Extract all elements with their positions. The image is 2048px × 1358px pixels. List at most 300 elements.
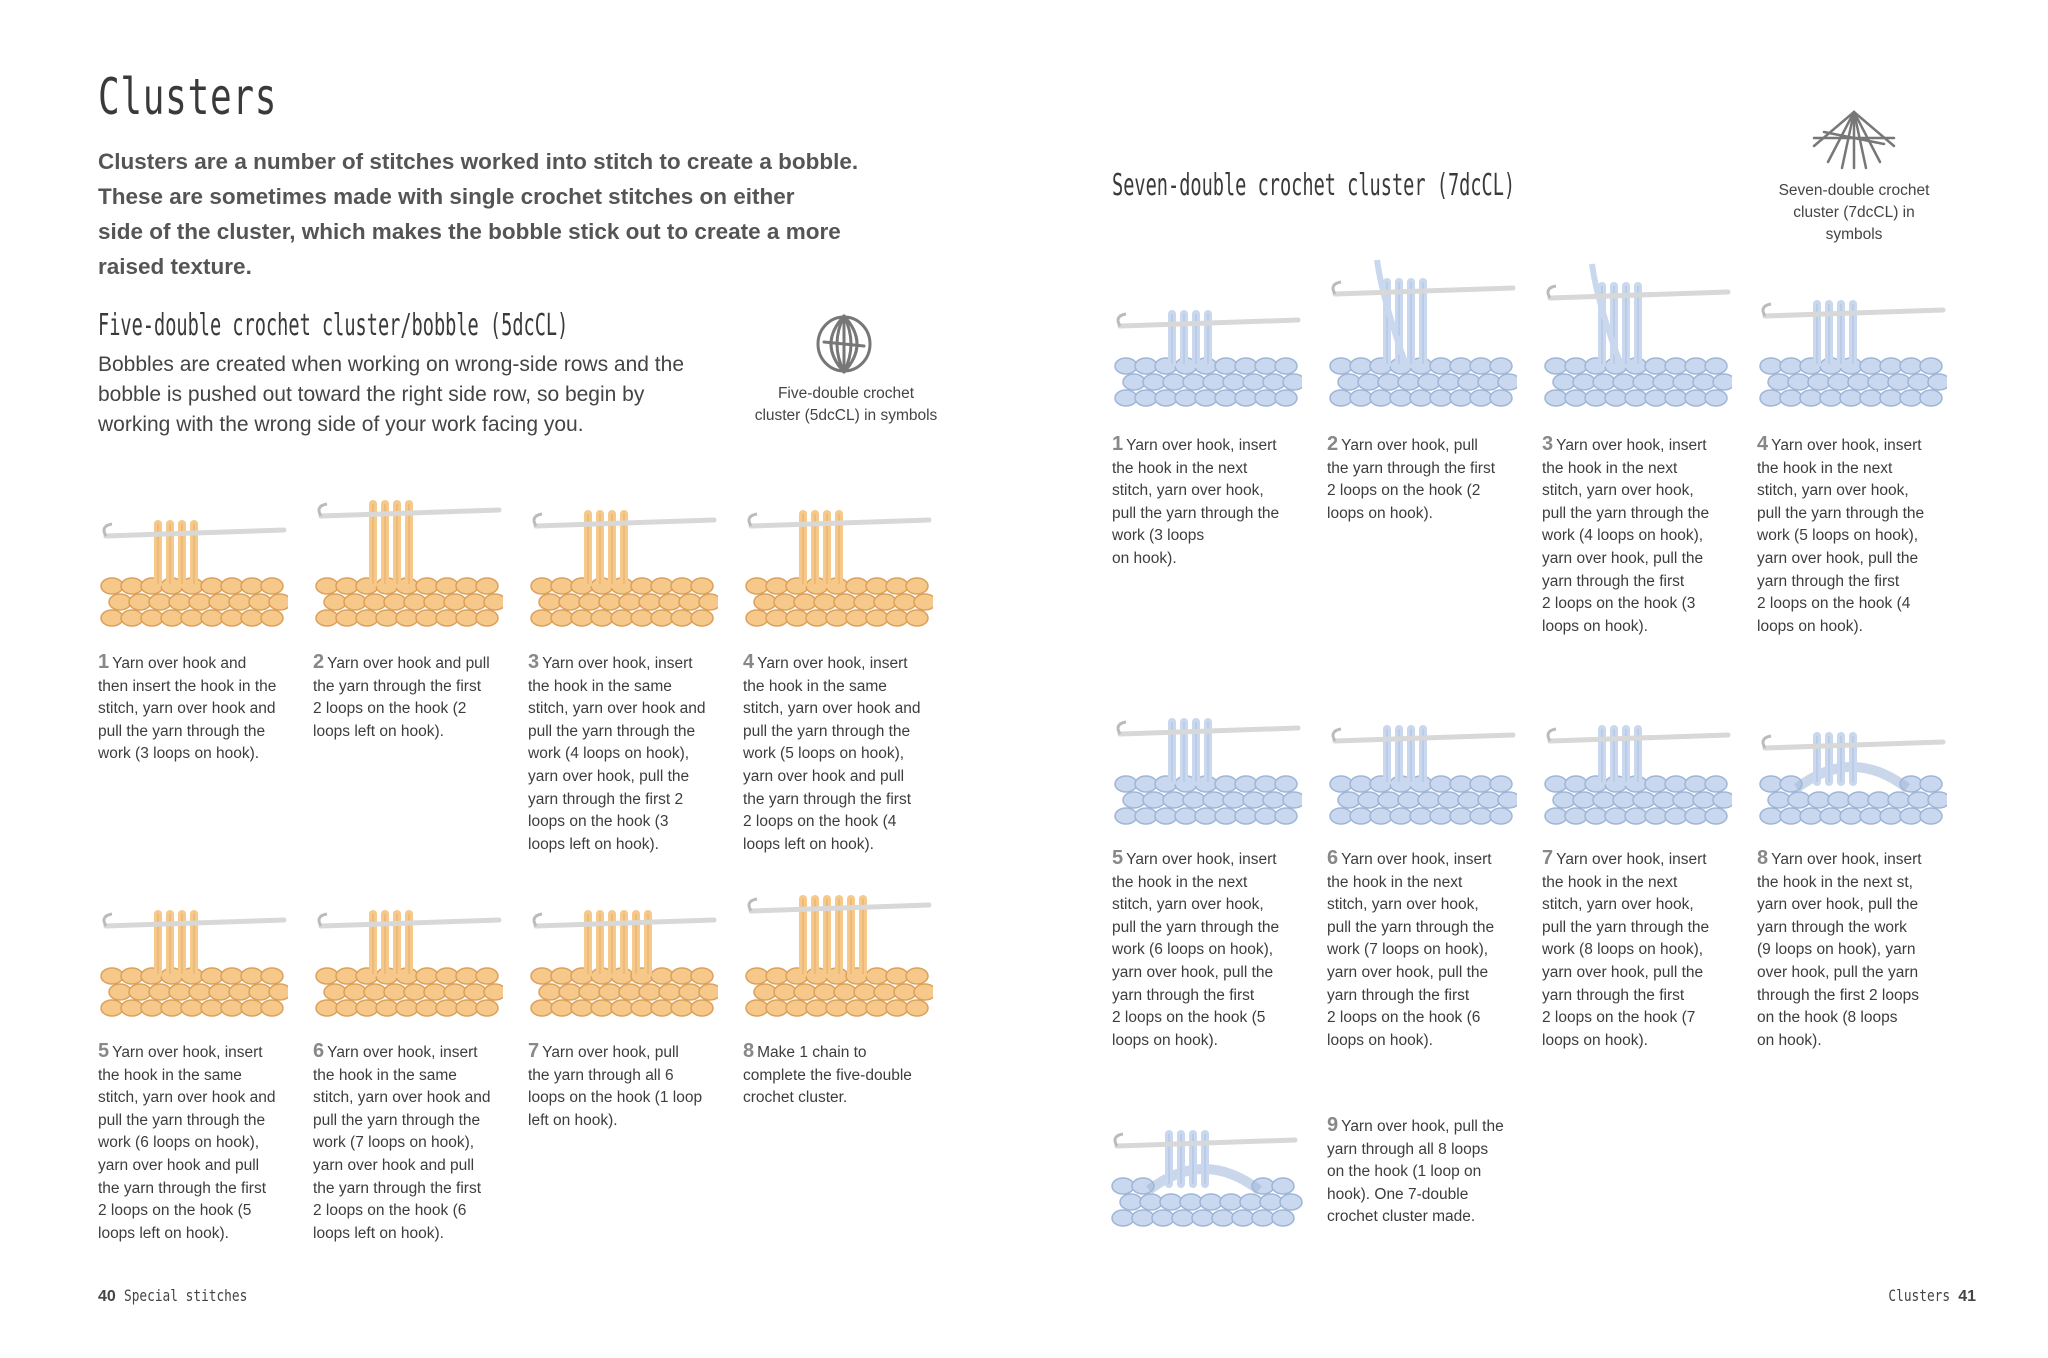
step-line: yarn over hook and pull [313, 1156, 475, 1174]
step-number: 5 [98, 1040, 110, 1062]
yarn-loop [691, 578, 713, 594]
yarn-loop [1470, 776, 1492, 792]
yarn-loop [671, 1000, 693, 1016]
yarn-loop [221, 1000, 243, 1016]
caption-line: cluster (7dcCL) in [1793, 204, 1915, 221]
yarn-loop [424, 594, 446, 610]
step-number: 7 [528, 1040, 540, 1062]
yarn-loop [189, 594, 211, 610]
yarn-loop [1215, 808, 1237, 824]
yarn-loop [1255, 776, 1277, 792]
yarn-loop [1283, 792, 1302, 808]
yarn-loop [1143, 792, 1165, 808]
yarn-loop [1330, 776, 1352, 792]
step-line: yarn through the first [1327, 986, 1470, 1004]
yarn-loop [1203, 374, 1225, 390]
yarn-loop [1252, 1210, 1274, 1226]
yarn-loop [1143, 374, 1165, 390]
yarn-loop [1498, 374, 1517, 390]
yarn-loop [1860, 358, 1882, 374]
yarn-loop [484, 594, 503, 610]
yarn-loop [1183, 374, 1205, 390]
yarn-loop [404, 594, 426, 610]
crochet-hook-icon [1120, 728, 1298, 734]
yarn-loop [261, 968, 283, 984]
yarn-loop [1175, 390, 1197, 406]
yarn-loop [766, 1000, 788, 1016]
step-line: on hook). [1112, 549, 1177, 567]
yarn-loop [376, 1000, 398, 1016]
yarn-loop [364, 984, 386, 1000]
yarn-loop [1195, 808, 1217, 824]
step-line: yarn through the first [1112, 986, 1255, 1004]
yarn-loop [1398, 374, 1420, 390]
step-line: stitch, yarn over hook, [1112, 482, 1264, 500]
step-line: pull the yarn through the [1542, 504, 1710, 522]
yarn-loop [1928, 374, 1947, 390]
step-line: on the hook (1 loop on [1327, 1163, 1482, 1181]
step-line: pull the yarn through the [98, 1111, 266, 1129]
step-line: stitch, yarn over hook and [313, 1089, 491, 1107]
caption-line: symbols [1825, 226, 1883, 243]
yarn-loop [1565, 808, 1587, 824]
yarn-loop [1358, 792, 1380, 808]
yarn-loop [611, 1000, 633, 1016]
step-illustration [1757, 280, 1957, 420]
yarn-loop [1152, 1210, 1174, 1226]
step-line: the hook in the next [1112, 459, 1248, 477]
yarn-loop [1330, 358, 1352, 374]
yarn-loop [894, 984, 916, 1000]
step-line: the hook in the next [1112, 873, 1248, 891]
step-line: the hook in the next st, [1757, 873, 1913, 891]
yarn-loop [866, 578, 888, 594]
yarn-loop [1665, 776, 1687, 792]
yarn-loop [1840, 390, 1862, 406]
yarn-loop [599, 984, 621, 1000]
yarn-loop [1470, 358, 1492, 374]
yarn-loop [1215, 390, 1237, 406]
yarn-loop [1713, 374, 1732, 390]
yarn-loop [639, 594, 661, 610]
step-line: loops on hook). [1327, 504, 1433, 522]
yarn-loop [691, 968, 713, 984]
yarn-loop [631, 1000, 653, 1016]
yarn-loop [1215, 776, 1237, 792]
crochet-hook-icon [1117, 1140, 1295, 1146]
body-line: bobble is pushed out toward the right side row, so begin by [98, 383, 645, 406]
yarn-loop [1768, 374, 1790, 390]
step-7 [1542, 847, 1742, 1052]
yarn-loop [316, 578, 338, 594]
yarn-loop [201, 1000, 223, 1016]
yarn-loop [1350, 358, 1372, 374]
crochet-hook-icon [1765, 310, 1943, 316]
yarn-loop [1260, 1194, 1282, 1210]
yarn-loop [189, 984, 211, 1000]
yarn-loop [444, 984, 466, 1000]
yarn-loop [141, 1000, 163, 1016]
yarn-loop [794, 594, 816, 610]
step-line: Make 1 chain to [757, 1044, 867, 1061]
yarn-loop [1868, 374, 1890, 390]
yarn-loop [1705, 808, 1727, 824]
yarn-loop [241, 1000, 263, 1016]
yarn-loop [1180, 1194, 1202, 1210]
yarn-loop [1220, 1194, 1242, 1210]
step-number: 1 [98, 651, 110, 673]
yarn-loop [1330, 390, 1352, 406]
step-line: the hook in the same [528, 677, 672, 695]
yarn-loop [1808, 374, 1830, 390]
yarn-loop [464, 984, 486, 1000]
yarn-loop [746, 968, 768, 984]
intro-line: raised texture. [98, 254, 252, 279]
yarn-loop [746, 578, 768, 594]
yarn-loop [221, 578, 243, 594]
step-number: 8 [743, 1040, 755, 1062]
yarn-loop [786, 1000, 808, 1016]
step-illustration [743, 490, 943, 640]
yarn-loop [1115, 358, 1137, 374]
yarn-loop [699, 594, 718, 610]
yarn-loop [336, 578, 358, 594]
yarn-loop [1593, 374, 1615, 390]
yarn-loop [1450, 808, 1472, 824]
yarn-loop [1235, 358, 1257, 374]
yarn-loop [1645, 390, 1667, 406]
yarn-loop [1438, 792, 1460, 808]
yarn-loop [866, 968, 888, 984]
step-illustration [528, 490, 728, 640]
yarn-loop [591, 610, 613, 626]
yarn-loop [129, 984, 151, 1000]
yarn-loop [1410, 390, 1432, 406]
step-line: pull the yarn through the [1112, 504, 1280, 522]
yarn-loop [416, 1000, 438, 1016]
step-line: 2 loops on the hook (6 [313, 1202, 467, 1220]
yarn-loop [1132, 1210, 1154, 1226]
yarn-loop [886, 1000, 908, 1016]
yarn-loop [456, 1000, 478, 1016]
step-line: pull the yarn through the [528, 722, 696, 740]
yarn-loop [269, 984, 288, 1000]
yarn-loop [1438, 374, 1460, 390]
yarn-loop [1880, 358, 1902, 374]
yarn-loop [1593, 792, 1615, 808]
yarn-loop [1240, 1194, 1262, 1210]
yarn-loop [679, 984, 701, 1000]
yarn-loop [814, 984, 836, 1000]
step-line: Yarn over hook, insert [1126, 437, 1277, 454]
yarn-loop [671, 968, 693, 984]
step-line: loops left on hook). [743, 835, 874, 853]
yarn-loop [1545, 808, 1567, 824]
step-number: 2 [1327, 433, 1339, 455]
folio-right [1873, 1286, 1976, 1306]
yarn-loop [1275, 390, 1297, 406]
yarn-loop [1200, 1194, 1222, 1210]
yarn-loop [766, 610, 788, 626]
step-line: then insert the hook in the [98, 677, 277, 695]
yarn-loop [774, 984, 796, 1000]
step-line: 2 loops on the hook (2 [313, 700, 467, 718]
yarn-loop [261, 578, 283, 594]
step-line: yarn over hook, pull the [528, 767, 690, 785]
step-illustration [98, 890, 298, 1030]
yarn-loop [484, 984, 503, 1000]
yarn-loop [476, 968, 498, 984]
yarn-loop [846, 1000, 868, 1016]
yarn-loop [1490, 808, 1512, 824]
step-line: pull the yarn through the [1112, 918, 1280, 936]
yarn-loop [746, 610, 768, 626]
yarn-loop [336, 968, 358, 984]
step-line: Yarn over hook, insert [757, 655, 908, 672]
yarn-loop [846, 578, 868, 594]
yarn-loop [1490, 390, 1512, 406]
yarn-loop [1788, 374, 1810, 390]
yarn-loop [464, 594, 486, 610]
yarn-loop [1673, 792, 1695, 808]
step-line: yarn over hook and pull [98, 1156, 260, 1174]
body-line: Bobbles are created when working on wrong-side rows and the [98, 353, 685, 376]
yarn-loop [1243, 374, 1265, 390]
step-number: 2 [313, 651, 325, 673]
yarn-loop [1378, 792, 1400, 808]
yarn-loop [1123, 792, 1145, 808]
step-line: left on hook). [528, 1111, 618, 1129]
step-line: through the first 2 loops [1757, 986, 1919, 1004]
section-title-5dccl: Five-double crochet cluster/bobble (5dcCL) [98, 308, 569, 343]
yarn-loop [1160, 1194, 1182, 1210]
yarn-loop [1263, 374, 1285, 390]
yarn-loop [316, 610, 338, 626]
step-line: yarn over hook, pull the [1542, 963, 1704, 981]
step-line: crochet cluster made. [1327, 1208, 1476, 1226]
yarn-loop [559, 984, 581, 1000]
yarn-loop [1760, 390, 1782, 406]
intro-line: side of the cluster, which makes the bobble stick out to create a more [98, 219, 841, 244]
step-8 [1757, 847, 1957, 1052]
yarn-loop [1232, 1210, 1254, 1226]
yarn-loop [1653, 792, 1675, 808]
yarn-loop [141, 610, 163, 626]
step-line: Yarn over hook, insert [1771, 437, 1922, 454]
yarn-loop [249, 984, 271, 1000]
yarn-loop [1255, 358, 1277, 374]
yarn-loop [1585, 808, 1607, 824]
yarn-loop [404, 984, 426, 1000]
intro-paragraph [98, 144, 878, 284]
yarn-loop [1705, 358, 1727, 374]
yarn-loop [1458, 792, 1480, 808]
step-line: Yarn over hook, insert [1341, 851, 1492, 868]
step-number: 4 [1757, 433, 1769, 455]
yarn-loop [906, 610, 928, 626]
step-line: the hook in the next [1542, 873, 1678, 891]
yarn-loop [1665, 358, 1687, 374]
step-line: crochet cluster. [743, 1089, 848, 1107]
yarn-loop [1920, 390, 1942, 406]
yarn-loop [1112, 1210, 1134, 1226]
step-line: work (7 loops on hook), [313, 1134, 475, 1152]
step-number: 7 [1542, 847, 1554, 869]
yarn-loop [866, 610, 888, 626]
yarn-loop [101, 578, 123, 594]
step-line: yarn through all 8 loops [1327, 1140, 1489, 1158]
step-illustration [743, 875, 943, 1030]
yarn-loop [1112, 1178, 1134, 1194]
yarn-loop [261, 610, 283, 626]
yarn-loop [1693, 374, 1715, 390]
step-line: yarn over hook, pull the [1327, 963, 1489, 981]
yarn-loop [786, 610, 808, 626]
yarn-loop [571, 610, 593, 626]
step-9 [1327, 1114, 1527, 1229]
yarn-loop [1900, 390, 1922, 406]
yarn-loop [1840, 808, 1862, 824]
yarn-loop [149, 984, 171, 1000]
yarn-loop [1430, 390, 1452, 406]
step-line: loops on hook). [1112, 1031, 1218, 1049]
step-line: 2 loops on the hook (7 [1542, 1009, 1696, 1027]
step-line: the yarn through the first [1327, 459, 1496, 477]
step-line: Yarn over hook and pull [327, 655, 490, 672]
crochet-hook-icon [1550, 735, 1728, 741]
yarn-loop [826, 1000, 848, 1016]
step-illustration [1327, 258, 1527, 420]
yarn-loop [1255, 808, 1277, 824]
yarn-loop [1155, 808, 1177, 824]
yarn-loop [1215, 358, 1237, 374]
yarn-loop [1808, 792, 1830, 808]
yarn-loop [1450, 776, 1472, 792]
cluster-symbol-icon [1806, 106, 1902, 170]
step-line: loops on hook). [1327, 1031, 1433, 1049]
yarn-loop [1378, 374, 1400, 390]
crochet-hook-icon [536, 520, 714, 526]
yarn-loop [101, 610, 123, 626]
caption-line: Seven-double crochet [1778, 182, 1930, 199]
yarn-loop [774, 594, 796, 610]
yarn-loop [1625, 808, 1647, 824]
yarn-loop [1868, 792, 1890, 808]
yarn-loop [444, 594, 466, 610]
yarn-loop [1553, 792, 1575, 808]
yarn-loop [324, 594, 346, 610]
yarn-loop [571, 1000, 593, 1016]
step-line: loops left on hook). [313, 722, 444, 740]
yarn-loop [914, 594, 933, 610]
yarn-loop [1888, 374, 1910, 390]
yarn-loop [1653, 374, 1675, 390]
step-line: work (6 loops on hook), [98, 1134, 260, 1152]
yarn-loop [1410, 808, 1432, 824]
yarn-loop [671, 610, 693, 626]
yarn-loop [1458, 374, 1480, 390]
yarn-loop [1613, 374, 1635, 390]
step-line: pull the yarn through the [1327, 918, 1495, 936]
yarn-loop [894, 594, 916, 610]
step-4 [743, 651, 943, 856]
step-line: 2 loops on the hook (2 [1327, 482, 1481, 500]
step-number: 4 [743, 651, 755, 673]
yarn-loop [1900, 358, 1922, 374]
caption-line: Five-double crochet [777, 385, 915, 402]
yarn-loop [1780, 390, 1802, 406]
step-line: the hook in the same [98, 1066, 242, 1084]
yarn-loop [1820, 808, 1842, 824]
running-head: Clusters [1888, 1286, 1951, 1305]
step-line: the hook in the next [1327, 873, 1463, 891]
yarn-loop [249, 594, 271, 610]
yarn-loop [679, 594, 701, 610]
yarn-loop [1135, 776, 1157, 792]
step-line: yarn through the first [1542, 986, 1685, 1004]
yarn-loop [1888, 792, 1910, 808]
yarn-loop [531, 578, 553, 594]
step-line: Yarn over hook, insert [1126, 851, 1277, 868]
yarn-loop [1633, 374, 1655, 390]
yarn-loop [754, 984, 776, 1000]
body-line: working with the wrong side of your work facing you. [98, 413, 584, 436]
yarn-loop [631, 610, 653, 626]
step-number: 5 [1112, 847, 1124, 869]
yarn-loop [531, 610, 553, 626]
yarn-loop [1685, 390, 1707, 406]
yarn-loop [344, 984, 366, 1000]
yarn-loop [1565, 358, 1587, 374]
yarn-loop [436, 610, 458, 626]
yarn-loop [1693, 792, 1715, 808]
crochet-hook-icon [1120, 320, 1298, 326]
step-line: Yarn over hook, insert [542, 655, 693, 672]
yarn-loop [201, 578, 223, 594]
yarn-loop [1848, 374, 1870, 390]
page-title: Clusters [98, 68, 278, 126]
yarn-loop [1115, 390, 1137, 406]
intro-line: These are sometimes made with single crochet stitches on either [98, 184, 795, 209]
yarn-loop [826, 610, 848, 626]
yarn-loop [1350, 776, 1372, 792]
step-line: work (4 loops on hook), [1542, 527, 1704, 545]
step-illustration [1542, 262, 1742, 420]
yarn-loop [416, 610, 438, 626]
step-illustration [1757, 712, 1957, 838]
step-line: Yarn over hook, pull [1341, 437, 1478, 454]
yarn-loop [1183, 792, 1205, 808]
yarn-loop [1263, 792, 1285, 808]
yarn-loop [1780, 808, 1802, 824]
section-title-7dccl: Seven-double crochet cluster (7dcCL) [1112, 168, 1516, 203]
caption-line: cluster (5dcCL) in symbols [754, 407, 938, 424]
step-line: loops on the hook (3 [528, 813, 669, 831]
step-line: Yarn over hook, insert [112, 1044, 263, 1061]
yarn-loop [659, 594, 681, 610]
step-5 [1112, 847, 1312, 1052]
yarn-loop [794, 984, 816, 1000]
yarn-loop [1478, 374, 1500, 390]
yarn-loop [886, 578, 908, 594]
yarn-loop [1390, 390, 1412, 406]
yarn-loop [1880, 390, 1902, 406]
yarn-loop [384, 984, 406, 1000]
step-1 [1112, 433, 1312, 571]
yarn-loop [1255, 390, 1277, 406]
step-line: work (7 loops on hook), [1327, 941, 1489, 959]
yarn-loop [384, 594, 406, 610]
